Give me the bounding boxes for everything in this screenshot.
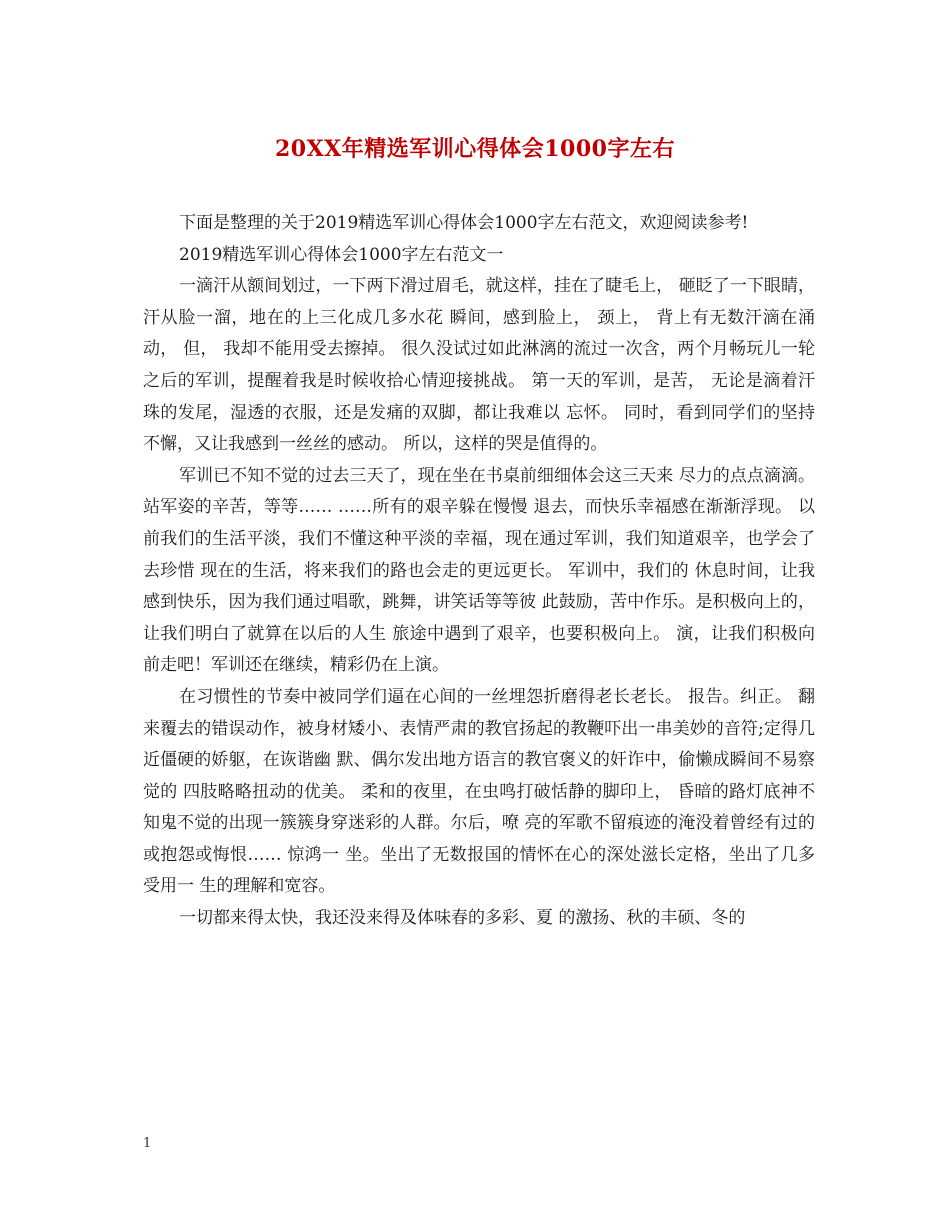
page-number: 1 — [143, 1136, 152, 1151]
paragraph: 一滴汗从额间划过，一下两下滑过眉毛，就这样，挂在了睫毛上， 砸眨了一下眼睛，汗从脸一溜，地在的上三化成几多水花 瞬间，感到脸上， 颈上， 背上有无数汗滴在涌动， 但， 我却不能用受去擦掉。 很久没试过如此淋漓的流过一次含，两个月畅玩儿一轮之后的军训，提醒着我是时候收拾心情迎接挑战。 第一天的军训，是苦， 无论是滴着汗珠的发尾，湿透的衣服，还是发痛的双脚，都让我难以 忘怀。 同时，看到同学们的坚持不懈，又让我感到一丝丝的感动。 所以，这样的哭是值得的。 — [143, 276, 815, 455]
paragraph: 在习惯性的节奏中被同学们逼在心间的一丝埋怨折磨得老长老长。 报告。纠正。 翻来覆去的错误动作，被身材矮小、表情严肃的教官扬起的教鞭吓出一串美妙的音符;定得几近僵硬的娇躯，在诙谐幽 默、偶尔发出地方语言的教官褒义的奸诈中，偷懒成瞬间不易察觉的 四肢略略扭动的优美。 柔和的夜里，在虫鸣打破恬静的脚印上， 昏暗的路灯底神不知鬼不觉的出现一簇簇身穿迷彩的人群。尔后，嘹 亮的军歌不留痕迹的淹没着曾经有过的或抱怨或悔恨…… 惊鸿一 坐。坐出了无数报国的情怀在心的深处滋长定格，坐出了几多受用一 生的理解和宽容。 — [143, 686, 815, 897]
document-body — [143, 208, 815, 935]
paragraph: 一切都来得太快，我还没来得及体味春的多彩、夏 的激扬、秋的丰硕、冬的 — [179, 908, 746, 929]
paragraph-intro: 下面是整理的关于2019精选军训心得体会1000字左右范文，欢迎阅读参考! — [179, 213, 749, 233]
paragraph: 军训已不知不觉的过去三天了，现在坐在书桌前细细体会这三天来 尽力的点点滴滴。站军姿的辛苦，等等…… ……所有的艰辛躲在慢慢 退去，而快乐幸福感在渐渐浮现。 以前我们的生活平淡，我们不懂这种平淡的幸福，现在通过军训，我们知道艰辛，也学会了去珍惜 现在的生活，将来我们的路也会走的更远更长。 军训中，我们的 休息时间，让我感到快乐，因为我们通过唱歌，跳舞，讲笑话等等彼 此鼓励，苦中作乐。是积极向上的，让我们明白了就算在以后的人生 旅途中遇到了艰辛，也要积极向上。 演，让我们积极向前走吧！军训还在继续，精彩仍在上演。 — [143, 465, 815, 676]
paragraph-subtitle: 2019精选军训心得体会1000字左右范文一 — [179, 244, 504, 265]
document-title: 20XX年精选军训心得体会1000字左右 — [275, 136, 675, 162]
